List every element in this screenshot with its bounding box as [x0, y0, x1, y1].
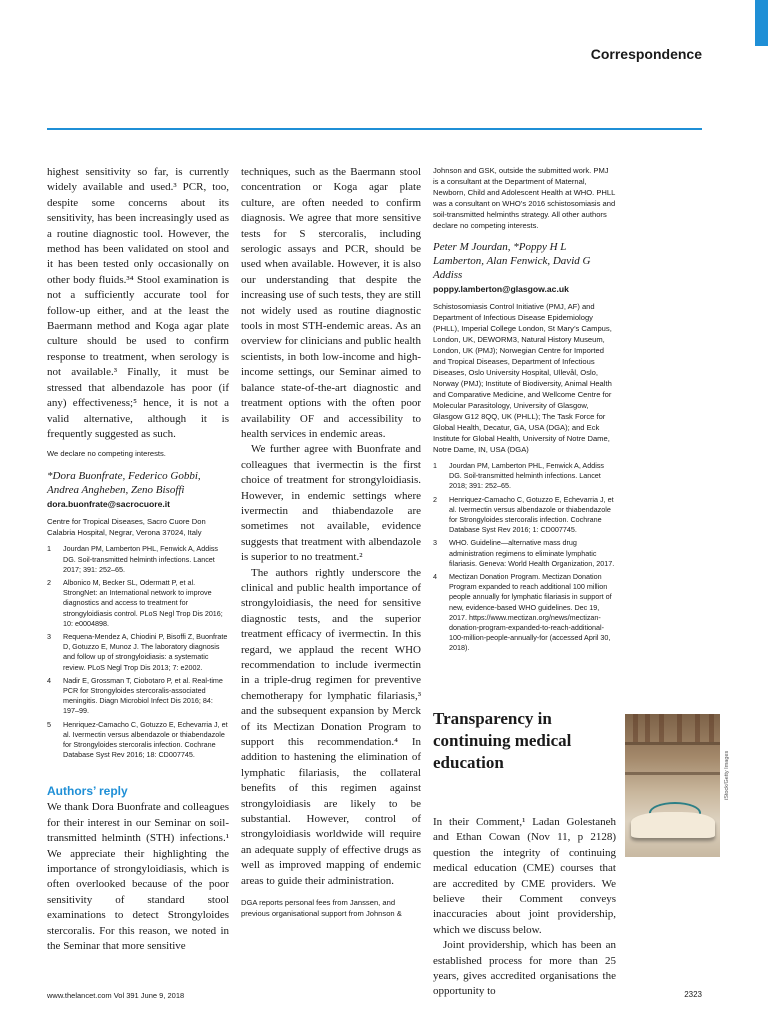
- reply-paragraph: techniques, such as the Baermann stool concentration or Koga agar plate culture, are often needed to confirm diagnosis. We agree that more sensitive tests for S stercoralis, including serologic assays and PCR, should be used when available. However, it is also our understanding that despite the increasing use of such tests, they are still not widely used as routine diagnostic tools in most STH-endemic areas. As an overview for clinicians and public health scientists, in both low-income and high-income settings, our Seminar aimed to balance state-of-the-art diagnostic and treatment options with the often poor availability OF and accessibility to health services in endemic areas.: [241, 166, 421, 440]
- journal-footer: www.thelancet.com Vol 391 June 9, 2018: [47, 991, 185, 1000]
- article-title: Transparency in continuing medical education: [433, 709, 572, 772]
- reply-paragraph: We further agree with Buonfrate and colleagues that ivermectin is the first choice of treatment for strongyloidiasis. However, in endemic settings where ivermectin and thiabendazole are sometimes not available, evidence suggests that treatment with albendazole is superior to no treatment.²: [241, 443, 421, 564]
- reference-item: 4 Mectizan Donation Program. Mectizan Donation Program expanded to reach additional 100 million people annually for lymphatic filariasis in support of new, evidence-based WHO guidelines. Dec 19, 2017. https://www.mectizan.org/news/mectizan-donation-program-expanded-to-reach-additional-100-million-people-annually-for (accessed April 30, 2018).: [433, 572, 612, 653]
- reply-heading: Authors’ reply: [47, 784, 128, 799]
- reply-authors: Peter M Jourdan, *Poppy H L Lamberton, Alan Fenwick, David G Addiss: [433, 241, 591, 281]
- open-book-icon: [631, 812, 715, 838]
- page-number: 2323: [684, 990, 702, 999]
- reference-item: 3 WHO. Guideline—alternative mass drug administration regimens to eliminate lymphatic filariasis. Geneva: World Health Organization, 2017.: [433, 538, 615, 568]
- article-paragraph: In their Comment,¹ Ladan Golestaneh and Ethan Cowan (Nov 11, p 2128) question the integrity of continuing medical education (CME) courses that are accredited by CME providers. We believe their Comment conveys inaccuracies about joint providership, which we discuss below.: [433, 816, 616, 936]
- photo-credit: iStock/Getty Images: [724, 750, 730, 800]
- article-body: [433, 815, 616, 1000]
- reference-list: [47, 544, 229, 760]
- reference-item: 3 Requena-Mendez A, Chiodini P, Bisoffi Z, Buonfrate D, Gotuzzo E, Munoz J. The laboratory diagnosis and follow up of strongyloidiasis: a systematic review. PLoS Negl Trop Dis 2013; 7: e2002.: [47, 631, 228, 672]
- author-affiliation: Schistosomiasis Control Initiative (PMJ, AF) and Department of Infectious Disease Epidemiology (PHLL), Imperial College London, St Mary’s Campus, London, UK, DEWORM3, Natural History Museum, London, UK (PMJ); Norwegian Centre for Imported and Tropical Diseases, Department of Infectious Diseases, Oslo University Hospital, Ullevål, Oslo, Norway (PMJ); Institute of Biodiversity, Animal Health and Comparative Medicine, and Wellcome Centre for Molecular Parasitology, University of Glasgow, Glasgow G12 8QQ, UK (PHLL); The Task Force for Global Health, Decatur, GA, USA (DGA); and Eck Institute for Global Health, University of Notre Dame, Notre Dame, IN, USA (DGA): [433, 302, 612, 454]
- disclosure-text: Johnson and GSK, outside the submitted work. PMJ is a consultant at the Department of Maternal, Newborn, Child and Adolescent Health at WHO. PHLL was a consultant on WHO’s 2016 schistosomiasis and soil-transmitted helminths strategy. All other authors declare no competing interests.: [433, 166, 616, 230]
- disclosure-text: DGA reports personal fees from Janssen, and previous organisational support from Johnson &: [241, 898, 402, 919]
- author-email[interactable]: dora.buonfrate@sacrocuore.it: [47, 499, 170, 510]
- header-rule: [47, 128, 702, 130]
- reference-item: 1 Jourdan PM, Lamberton PHL, Fenwick A, Addiss DG. Soil-transmitted helminth infections. Lancet 2017; 391: 252–65.: [47, 544, 219, 574]
- letter-authors: *Dora Buonfrate, Federico Gobbi, Andrea Angheben, Zeno Bisoffi: [47, 470, 201, 497]
- section-title: Correspondence: [590, 46, 702, 62]
- reference-item: 1 Jourdan PM, Lamberton PHL, Fenwick A, Addiss DG. Soil-transmitted helminth infections. Lancet 2018; 391: 252–65.: [433, 461, 605, 491]
- library-book-photo: [625, 714, 720, 857]
- column-3: [433, 165, 616, 657]
- article-paragraph: Joint providership, which has been an established process for more than 25 years, gives accredited organisations the opportunity to: [433, 939, 616, 998]
- reference-item: 4 Nadir E, Grossman T, Ciobotaro P, et al. Real-time PCR for Strongyloides stercoralis-associated meningitis. Diagn Microbiol Infect Dis 2016; 84: 197–99.: [47, 675, 223, 716]
- reply-paragraph: We thank Dora Buonfrate and colleagues for their interest in our Seminar on soil-transmitted helminth (STH) infections.¹ We appreciate their highlighting the importance of strongyloidiasis, which is often overlooked because of the poor sensitivity of standard stool examinations to detect Strongyloides stercoralis. For this reason, we noted in the Seminar that more sensitive: [47, 801, 229, 953]
- letter-paragraph: highest sensitivity so far, is currently widely available and used.³ PCR, too, despite some concerns about its sensitivity, has been increasingly used as a routine diagnostic tool. However, the method has been validated on stool and it has been tested only occasionally on other body fluids.³⁴ Stool examination is not a sufficiently accurate tool for follow-up either, and at the least the Baermann method and Koga agar plate culture should be used to confirm response to treatment, when serology is not available.³ Finally, it must be stressed that albendazole has poor (if any) effectiveness;⁵ hence, it is not a valid alternative, although it is frequently suggested as such.: [47, 166, 229, 440]
- competing-interests: We declare no competing interests.: [47, 449, 166, 459]
- reply-paragraph: The authors rightly underscore the clinical and public health importance of strongyloidiasis, the need for sensitive diagnostic tests, and the superior treatment efficacy of ivermectin. In this regard, we applaud the recent WHO recommendation to include ivermectin in a triple-drug regimen for preventive chemotherapy for lymphatic filariasis,³ and the subsequent expansion by Merck of its Mectizan Donation Program to support this recommendation.⁴ In addition to hastening the elimination of lymphatic filariasis, the collateral benefits of this regimen against strongyloidiasis are likely to be substantial. However, control of strongyloidiasis worldwide will require an adequate supply of effective drugs as well as improved mapping of endemic areas to guide their administration.: [241, 566, 421, 887]
- reference-list: [433, 461, 616, 654]
- reference-item: 2 Albonico M, Becker SL, Odermatt P, et al. StrongNet: an International network to improve diagnostics and access to treatment for strongyloidiasis control. PLoS Negl Trop Dis 2016; 10: e0004898.: [47, 577, 223, 628]
- reference-item: 2 Henriquez-Camacho C, Gotuzzo E, Echevarria J, et al. Ivermectin versus albendazole or thiabendazole for Strongyloides stercoralis infection. Cochrane Database Syst Rev 2016; 1: CD007745.: [433, 494, 614, 535]
- author-email[interactable]: poppy.lamberton@glasgow.ac.uk: [433, 284, 569, 294]
- column-2: [241, 165, 421, 919]
- column-1: [47, 165, 229, 954]
- author-affiliation: Centre for Tropical Diseases, Sacro Cuore Don Calabria Hospital, Negrar, Verona 37024, Italy: [47, 517, 206, 538]
- reference-item: 5 Henriquez-Camacho C, Gotuzzo E, Echevarria J, et al. Ivermectin versus albendazole or thiabendazole for Strongyloides stercoralis infection. Cochrane Database Syst Rev 2016; 18: CD007745.: [47, 719, 228, 760]
- accent-bar: [755, 0, 768, 46]
